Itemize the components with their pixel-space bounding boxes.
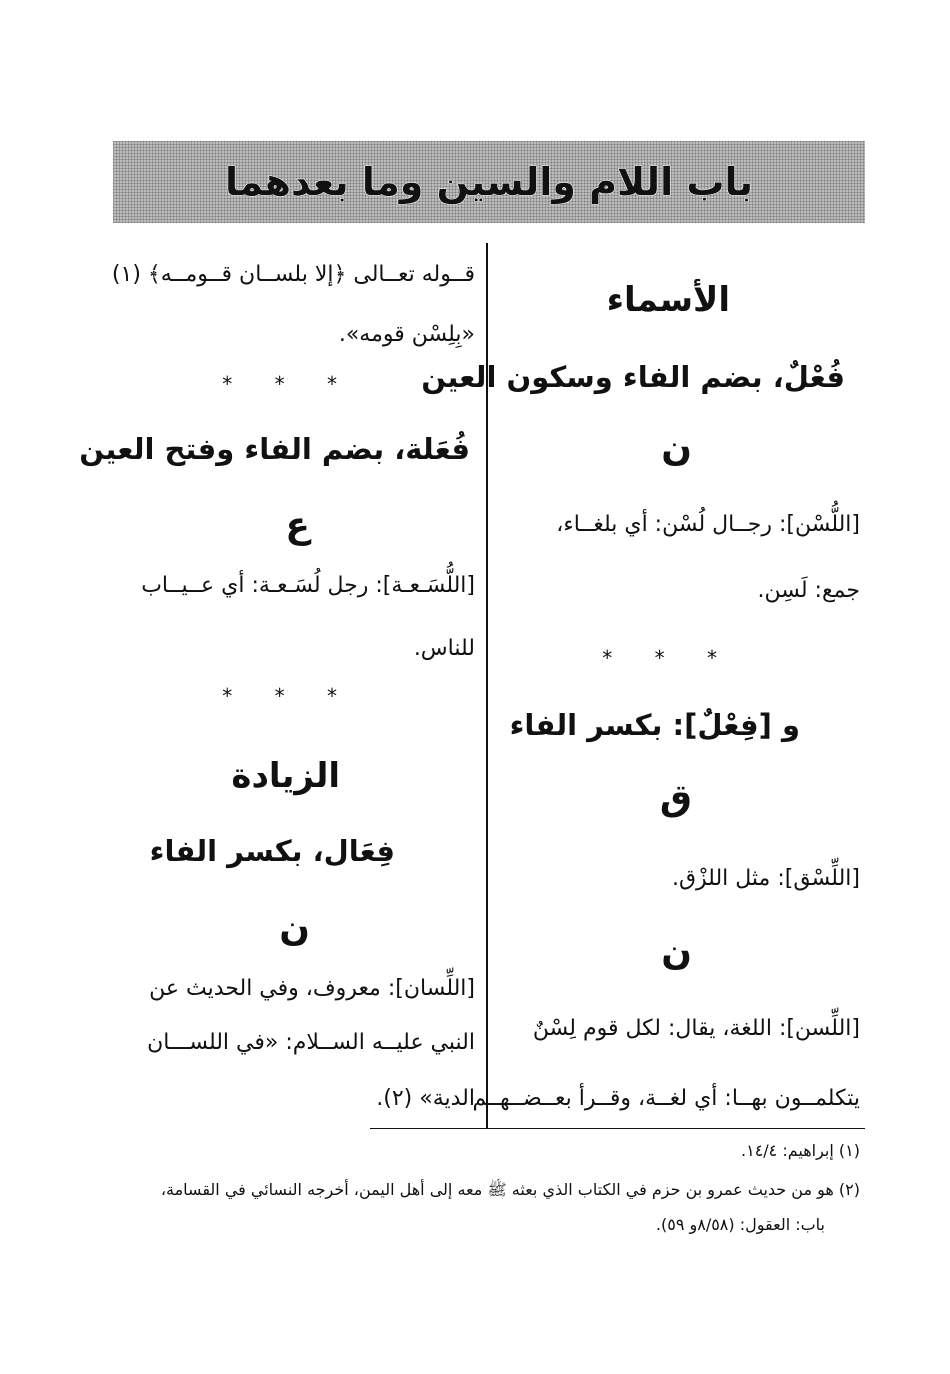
pattern-heading-1: فُعْلٌ، بضم الفاء وسكون العين xyxy=(421,360,845,394)
entry-line: الدية» (٢). xyxy=(376,1086,475,1111)
entry-line: جمع: لَسِن. xyxy=(757,578,860,603)
root-letter-4: ع xyxy=(285,505,310,546)
pattern-heading-4: فِعَال، بكسر الفاء xyxy=(149,834,395,868)
entry-line: [اللُّسْن]: رجــال لُسْن: أي بلغــاء، xyxy=(556,512,860,537)
root-letter-2: ق xyxy=(659,778,692,819)
chapter-title: باب اللام والسين وما بعدهما xyxy=(224,160,754,204)
footnote-2-cont: باب: العقول: (٨/٥٨و ٥٩). xyxy=(655,1215,825,1234)
section-title-additions: الزيادة xyxy=(231,756,340,796)
entry-line: [اللِّسان]: معروف، وفي الحديث عن xyxy=(149,976,475,1001)
entry-line: [اللِّسن]: اللغة، يقال: لكل قوم لِسْنٌ xyxy=(532,1016,860,1041)
entry-line: للناس. xyxy=(413,636,475,661)
footnote-1: (١) إبراهيم: ١٤/٤. xyxy=(741,1141,860,1160)
entry-line: يتكلمــون بهــا: أي لغــة، وقــرأ بعــضــهــم xyxy=(472,1086,860,1111)
footnote-rule xyxy=(370,1128,865,1129)
entry-line: [اللُّسَـعـة]: رجل لُسَـعـة: أي عــيــاب xyxy=(141,573,475,598)
footnote-2: (٢) هو من حديث عمرو بن حزم في الكتاب الذي بعثه ﷺ معه إلى أهل اليمن، أخرجه النسائي في القسامة، xyxy=(160,1180,860,1199)
quran-quote-line: قــوله تعــالى ﴿إلا بلســان قــومــه﴾ (١) xyxy=(111,262,475,287)
pattern-heading-2: و [فِعْلٌ]: بكسر الفاء xyxy=(509,708,800,742)
entry-line: النبي عليــه الســلام: «في اللســـان xyxy=(147,1030,475,1055)
separator-stars: * * * xyxy=(222,684,355,708)
entry-line: [اللِّسْق]: مثل اللزْق. xyxy=(671,866,860,891)
separator-stars: * * * xyxy=(602,646,735,670)
quran-quote-line: «بِلِسْن قومه». xyxy=(338,322,475,347)
separator-stars: * * * xyxy=(222,372,355,396)
root-letter-1: ن xyxy=(661,428,692,469)
root-letter-3: ن xyxy=(661,932,692,973)
pattern-heading-3: فُعَلة، بضم الفاء وفتح العين xyxy=(79,432,470,466)
section-title-names: الأسماء xyxy=(606,280,730,320)
chapter-header-band xyxy=(113,141,865,223)
root-letter-5: ن xyxy=(279,908,310,949)
